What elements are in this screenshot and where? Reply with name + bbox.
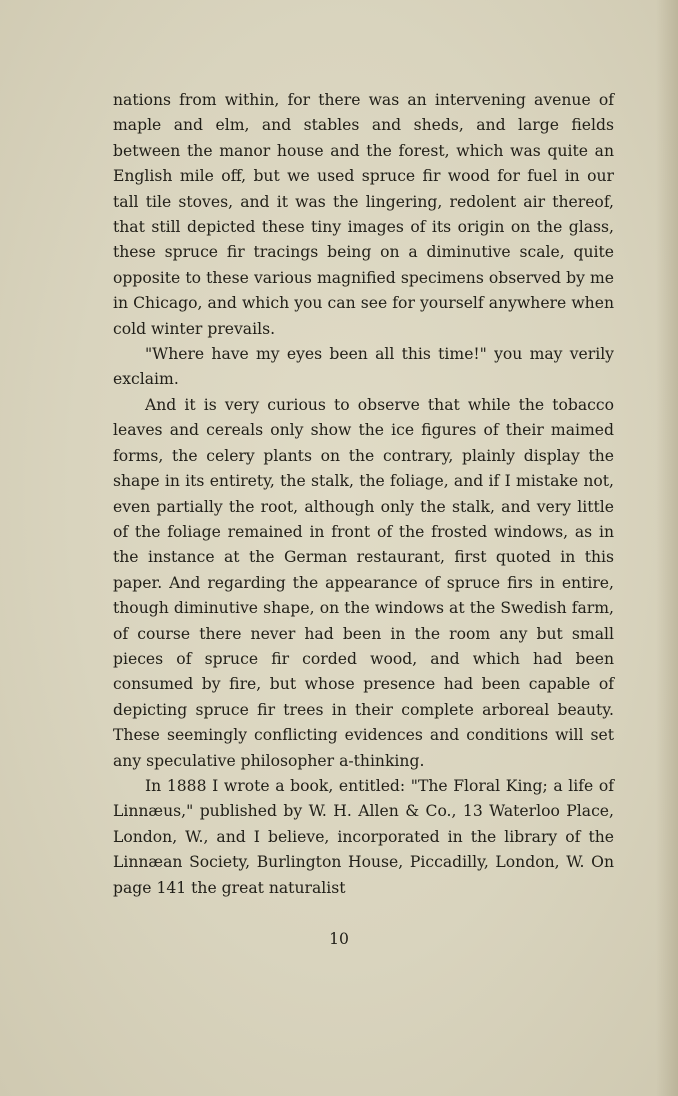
- page-number: 10: [329, 930, 349, 948]
- paragraph-book: In 1888 I wrote a book, entitled: "The Floral King; a life of Linnæus," published by W. H. Allen & Co., 13 Waterloo Place, London, W., and I believe, incorporated in the library of the Linnæan Society, Burlington House, Piccadilly, London, W. On page 141 the great naturalist: [113, 776, 614, 897]
- paragraph-curious: And it is very curious to observe that while the tobacco leaves and cereals only show the ice figures of their maimed forms, the celery plants on the contrary, plainly display the shape in its entirety, the stalk, the foliage, and if I mistake not, even partially the root, although only the stalk, and very little of the foliage remained in front of the frosted windows, as in the instance at the German restaurant, first quoted in this paper. And regarding the appearance of spruce firs in entire, though diminutive shape, on the windows at the Swedish farm, of course there never had been in the room any but small pieces of spruce fir corded wood, and which had been consumed by fire, but whose presence had been capable of depicting spruce fir trees in their complete arboreal beauty. These seemingly conflicting evidences and conditions will set any speculative philosopher a-thinking.: [113, 395, 614, 770]
- paragraph-exclaim: "Where have my eyes been all this time!" you may verily exclaim.: [113, 345, 614, 389]
- paragraph-continuation: nations from within, for there was an intervening avenue of maple and elm, and stables and sheds, and large fields between the manor house and the forest, which was quite an English mile off, but we used spruce fir wood for fuel in our tall tile stoves, and it was the lingering, redolent air thereof, that still depicted these tiny images of its origin on the glass, these spruce fir tracings being on a diminutive scale, quite opposite to these various magnified specimens observed by me in Chicago, and which you can see for yourself anywhere when cold winter prevails.: [113, 91, 614, 338]
- body-text: [113, 88, 614, 901]
